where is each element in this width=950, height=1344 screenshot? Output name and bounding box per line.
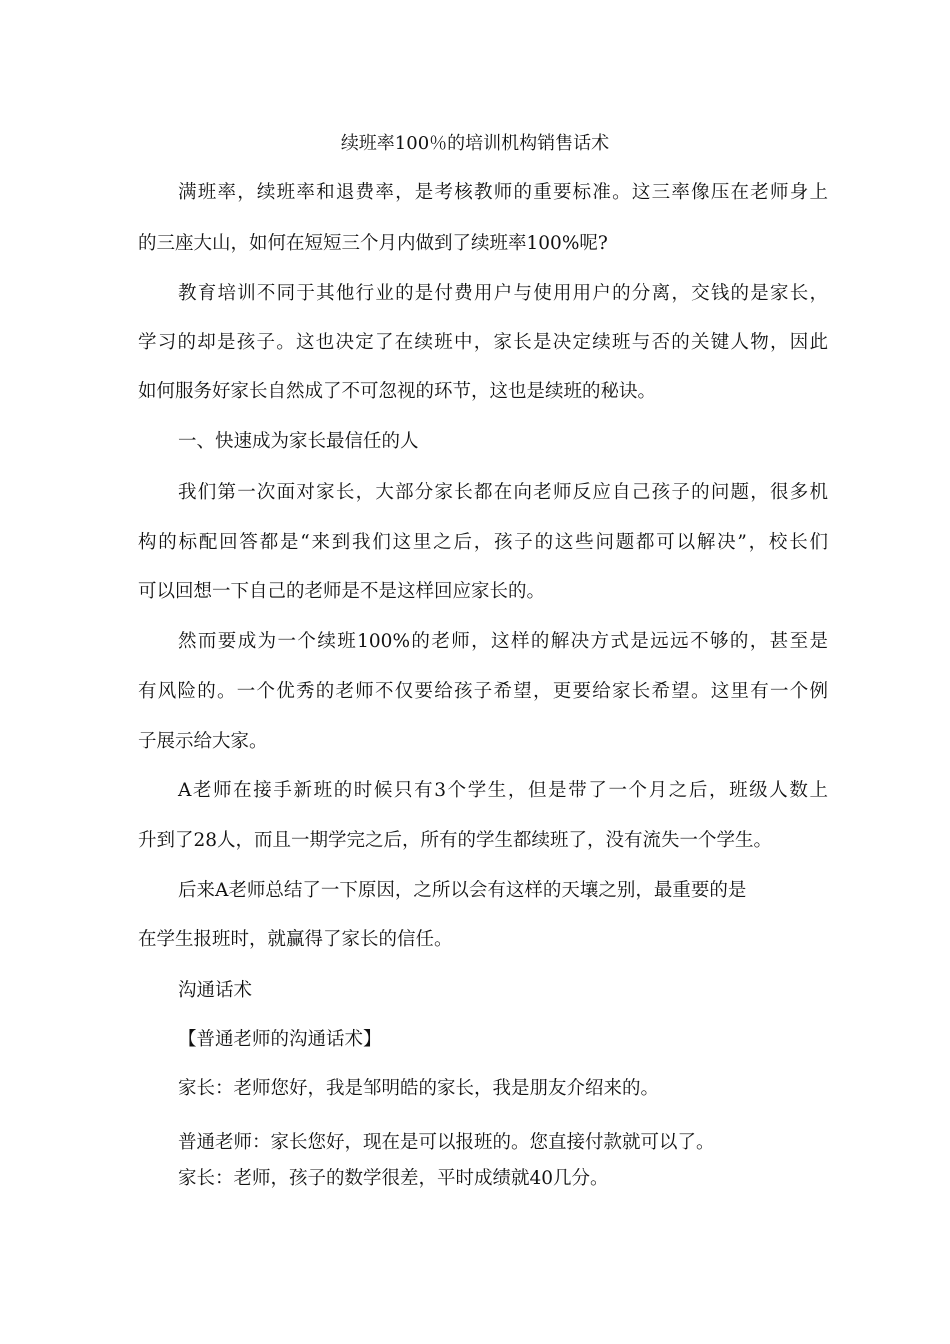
paragraph-5-line-2: 升到了28人，而且一期学完之后，所有的学生都续班了，没有流失一个学生。: [138, 830, 773, 851]
paragraph-1-line-1: 满班率，续班率和退费率，是考核教师的重要标准。这三率像压在老师身上: [178, 182, 828, 203]
paragraph-6-line-1: 后来A老师总结了一下原因，之所以会有这样的天壤之别，最重要的是: [178, 880, 747, 901]
paragraph-3-line-2: 构的标配回答都是“来到我们这里之后，孩子的这些问题都可以解决”，校长们: [138, 532, 828, 553]
paragraph-4-line-3: 子展示给大家。: [138, 731, 268, 752]
dialog-line-1: 家长：老师您好，我是邹明皓的家长，我是朋友介绍来的。: [178, 1078, 660, 1099]
paragraph-4-line-1: 然而要成为一个续班100%的老师，这样的解决方式是远远不够的，甚至是: [178, 631, 828, 652]
dialog-line-2: 普通老师：家长您好，现在是可以报班的。您直接付款就可以了。: [178, 1132, 715, 1153]
page-title: 续班率100％的培训机构销售话术: [340, 133, 610, 154]
section-heading-2: 沟通话术: [178, 980, 253, 1001]
paragraph-2-line-2: 学习的却是孩子。这也决定了在续班中，家长是决定续班与否的关键人物，因此: [138, 332, 828, 353]
paragraph-3-line-1: 我们第一次面对家长，大部分家长都在向老师反应自己孩子的问题，很多机: [178, 482, 828, 503]
section-heading-1: 一、快速成为家长最信任的人: [178, 431, 419, 452]
paragraph-4-line-2: 有风险的。一个优秀的老师不仅要给孩子希望，更要给家长希望。这里有一个例: [138, 681, 828, 702]
paragraph-2-line-3: 如何服务好家长自然成了不可忽视的环节，这也是续班的秘诀。: [138, 381, 657, 402]
paragraph-2-line-1: 教育培训不同于其他行业的是付费用户与使用用户的分离，交钱的是家长，: [178, 283, 828, 304]
paragraph-5-line-1: A老师在接手新班的时候只有3个学生，但是带了一个月之后，班级人数上: [178, 780, 828, 801]
paragraph-3-line-3: 可以回想一下自己的老师是不是这样回应家长的。: [138, 581, 546, 602]
section-heading-3: 【普通老师的沟通话术】: [178, 1029, 382, 1050]
paragraph-6-line-2: 在学生报班时，就赢得了家长的信任。: [138, 929, 453, 950]
paragraph-1-line-2: 的三座大山，如何在短短三个月内做到了续班率100%呢?: [138, 233, 608, 254]
dialog-line-3: 家长：老师，孩子的数学很差，平时成绩就40几分。: [178, 1168, 609, 1189]
